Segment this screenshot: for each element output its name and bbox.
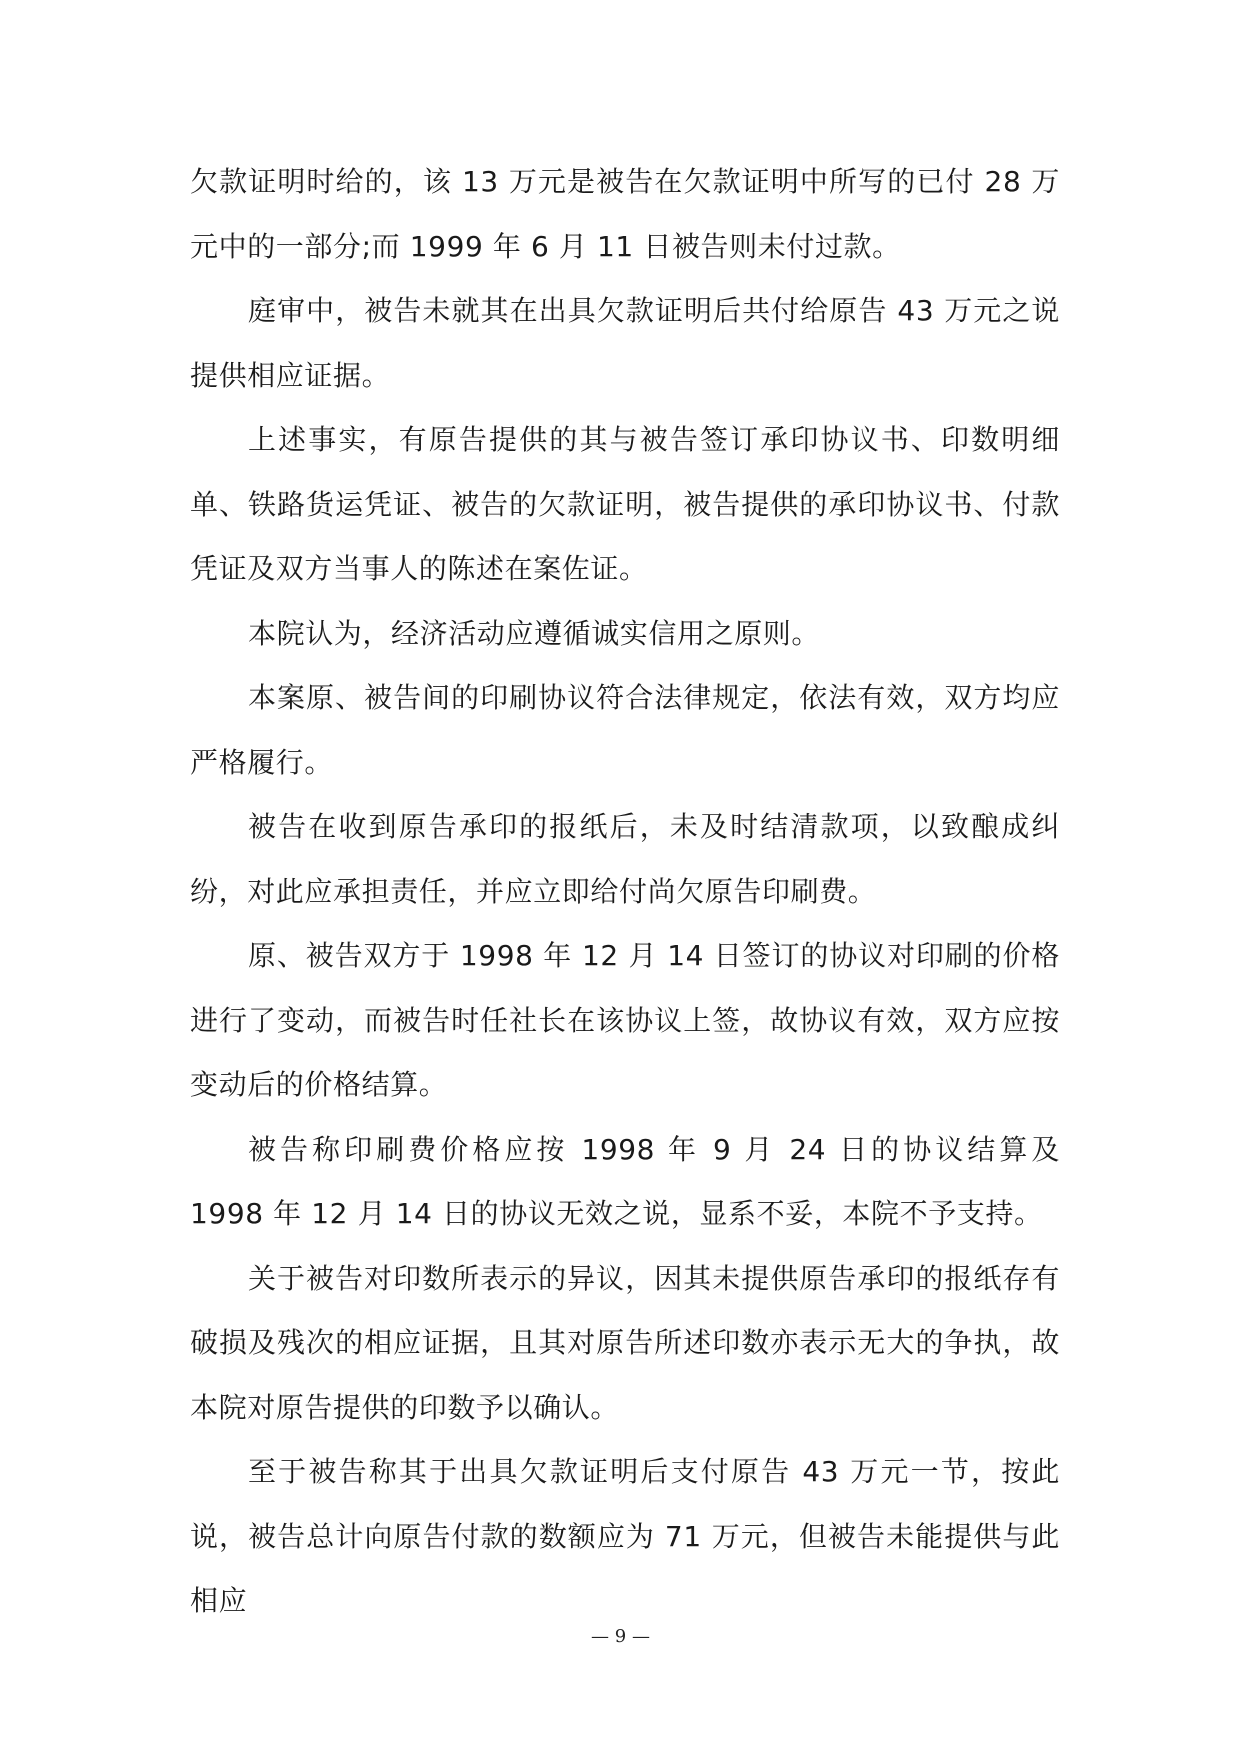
paragraph: 本院认为，经济活动应遵循诚实信用之原则。 bbox=[248, 616, 821, 650]
paragraph: 欠款证明时给的，该 13 万元是被告在欠款证明中所写的已付 28 万元中的一部分;而 1999 年 6 月 11 日被告则未付过款。 bbox=[190, 165, 1060, 263]
paragraph: 上述事实，有原告提供的其与被告签订承印协议书、印数明细单、铁路货运凭证、被告的欠款证明，被告提供的承印协议书、付款凭证及双方当事人的陈述在案佐证。 bbox=[190, 423, 1060, 585]
paragraph: 至于被告称其于出具欠款证明后支付原告 43 万元一节，按此说，被告总计向原告付款的数额应为 71 万元，但被告未能提供与此相应 bbox=[190, 1455, 1060, 1617]
paragraph: 被告称印刷费价格应按 1998 年 9 月 24 日的协议结算及 1998 年 12 月 14 日的协议无效之说，显系不妥，本院不予支持。 bbox=[190, 1132, 1060, 1230]
paragraph: 本案原、被告间的印刷协议符合法律规定，依法有效，双方均应严格履行。 bbox=[190, 681, 1060, 779]
paragraph: 关于被告对印数所表示的异议，因其未提供原告承印的报纸存有破损及残次的相应证据，且其对原告所述印数亦表示无大的争执，故本院对原告提供的印数予以确认。 bbox=[190, 1261, 1060, 1424]
body-text bbox=[190, 150, 1060, 1634]
paragraph: 庭审中，被告未就其在出具欠款证明后共付给原告 43 万元之说提供相应证据。 bbox=[190, 294, 1060, 392]
page-number: — 9 — bbox=[591, 1626, 650, 1647]
paragraph: 原、被告双方于 1998 年 12 月 14 日签订的协议对印刷的价格进行了变动，而被告时任社长在该协议上签，故协议有效，双方应按变动后的价格结算。 bbox=[190, 939, 1060, 1101]
paragraph: 被告在收到原告承印的报纸后，未及时结清款项，以致酿成纠纷，对此应承担责任，并应立即给付尚欠原告印刷费。 bbox=[190, 810, 1060, 908]
